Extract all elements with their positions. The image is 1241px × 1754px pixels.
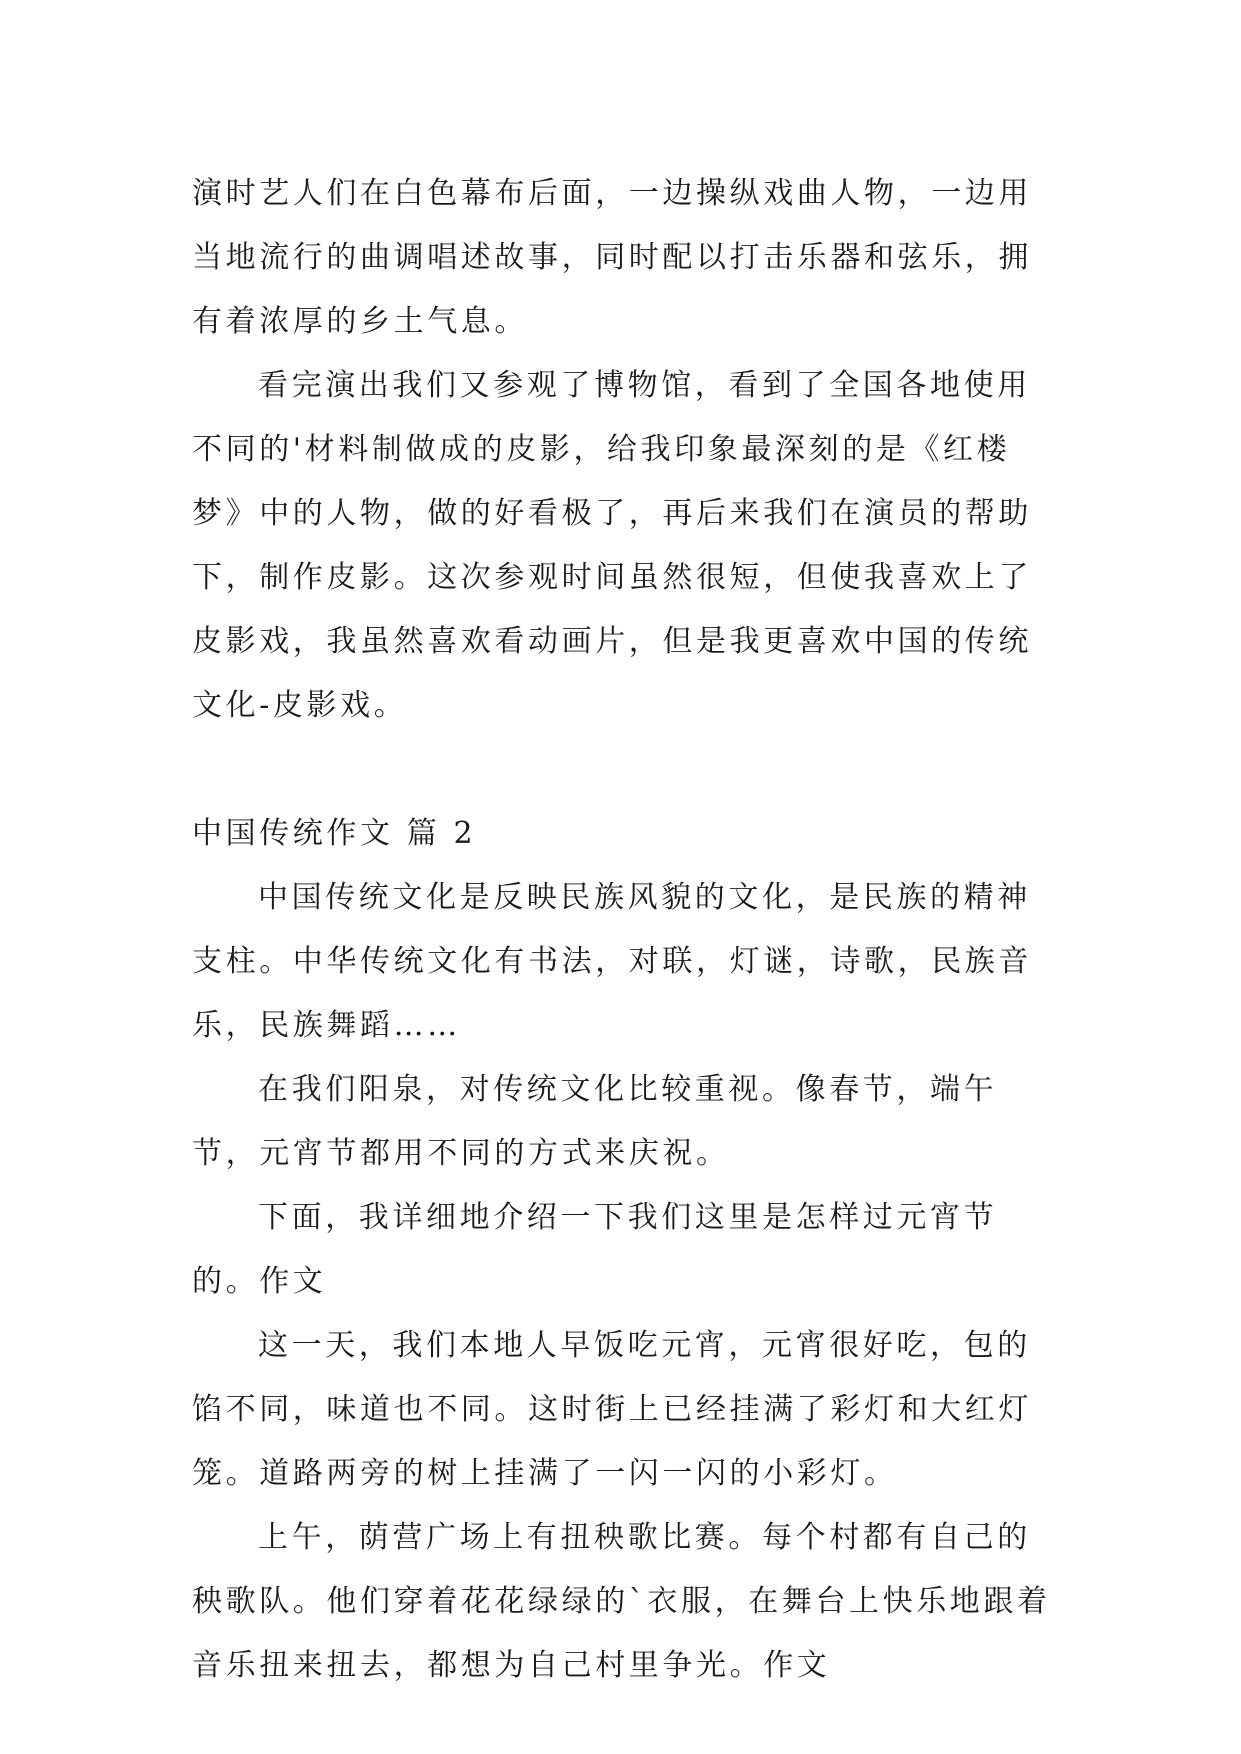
paragraph-lantern-day: 这一天，我们本地人早饭吃元宵，元宵很好吃，包的馅不同，味道也不同。这时街上已经挂满了彩灯和大红灯笼。道路两旁的树上挂满了一闪一闪的小彩灯。 (192, 1328, 1032, 1491)
document-body (192, 162, 1062, 1698)
paragraph-culture-intro: 中国传统文化是反映民族风貌的文化，是民族的精神支柱。中华传统文化有书法，对联，灯谜，诗歌，民族音乐，民族舞蹈…… (192, 880, 1032, 1043)
section-heading: 中国传统作文 篇 2 (192, 816, 477, 851)
paragraph-continued: 演时艺人们在白色幕布后面，一边操纵戏曲人物，一边用当地流行的曲调唱述故事，同时配以打击乐器和弦乐，拥有着浓厚的乡土气息。 (192, 176, 1032, 339)
section-spacer (192, 738, 1062, 802)
paragraph-museum-visit: 看完演出我们又参观了博物馆，看到了全国各地使用不同的'材料制做成的皮影，给我印象最深刻的是《红楼梦》中的人物，做的好看极了，再后来我们在演员的帮助下，制作皮影。这次参观时间虽然很短，但使我喜欢上了皮影戏，我虽然喜欢看动画片，但是我更喜欢中国的传统文化-皮影戏。 (192, 368, 1032, 723)
paragraph-yangge: 上午，荫营广场上有扭秧歌比赛。每个村都有自己的秧歌队。他们穿着花花绿绿的`衣服，在舞台上快乐地跟着音乐扭来扭去，都想为自己村里争光。作文 (192, 1520, 1051, 1683)
paragraph-yangquan: 在我们阳泉，对传统文化比较重视。像春节，端午节，元宵节都用不同的方式来庆祝。 (192, 1072, 998, 1171)
paragraph-lantern-intro: 下面，我详细地介绍一下我们这里是怎样过元宵节的。作文 (192, 1200, 998, 1299)
